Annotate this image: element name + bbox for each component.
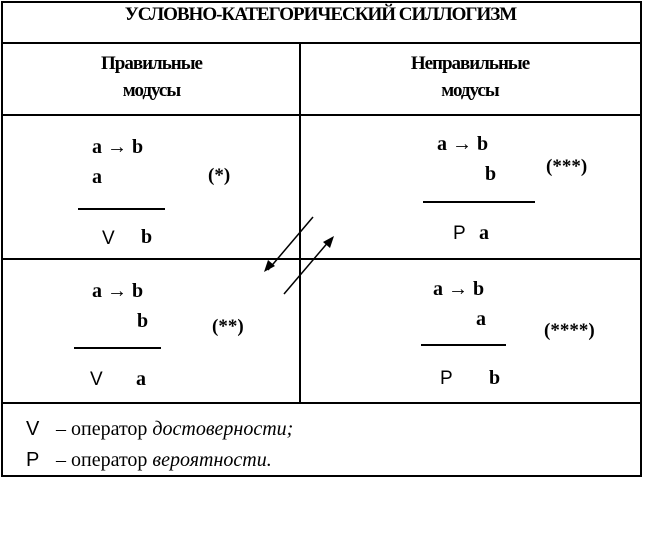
tl-mark: (*) [208, 165, 231, 186]
br-conclusion: b [489, 367, 501, 389]
tr-premise1: a → b [437, 133, 489, 155]
legend-v [26, 418, 293, 441]
legend-v-text: – оператор [56, 418, 153, 440]
arrow-down-left [268, 217, 313, 270]
arrowhead-down-left [264, 260, 275, 272]
bl-conclusion-operator: V [90, 369, 103, 390]
tl-premise1: a → b [92, 136, 144, 158]
tl-premise2: a [92, 166, 102, 188]
legend-p [26, 449, 272, 472]
legend-p-symbol: P [26, 449, 40, 471]
tr-conclusion-operator: P [453, 223, 466, 244]
bl-premise1: a → b [92, 280, 144, 302]
bl-conclusion: a [136, 368, 146, 390]
legend-p-text: – оператор [56, 449, 153, 471]
bl-premise2: b [137, 310, 149, 332]
header-incorrect-line2: модусы [441, 80, 499, 101]
br-conclusion-operator: P [440, 368, 453, 389]
tr-mark: (***) [546, 156, 588, 177]
br-premise1: a → b [433, 278, 485, 300]
legend-p-term: вероятности. [152, 449, 272, 471]
header-incorrect-line1: Неправильные [410, 53, 530, 74]
br-premise2: a [476, 308, 486, 330]
bl-mark: (**) [212, 316, 244, 337]
legend-v-symbol: V [26, 418, 40, 440]
br-mark: (****) [544, 320, 595, 341]
tl-conclusion: b [141, 226, 153, 248]
table-title: УСЛОВНО-КАТЕГОРИЧЕСКИЙ СИЛЛОГИЗМ [124, 4, 517, 25]
header-correct-line2: модусы [122, 80, 181, 101]
tr-conclusion: a [479, 222, 489, 244]
header-correct-line1: Правильные [101, 53, 202, 74]
tr-premise2: b [485, 163, 497, 185]
arrow-up-right [284, 240, 330, 294]
legend-v-term: достоверности; [152, 418, 294, 440]
tl-conclusion-operator: V [102, 228, 115, 249]
